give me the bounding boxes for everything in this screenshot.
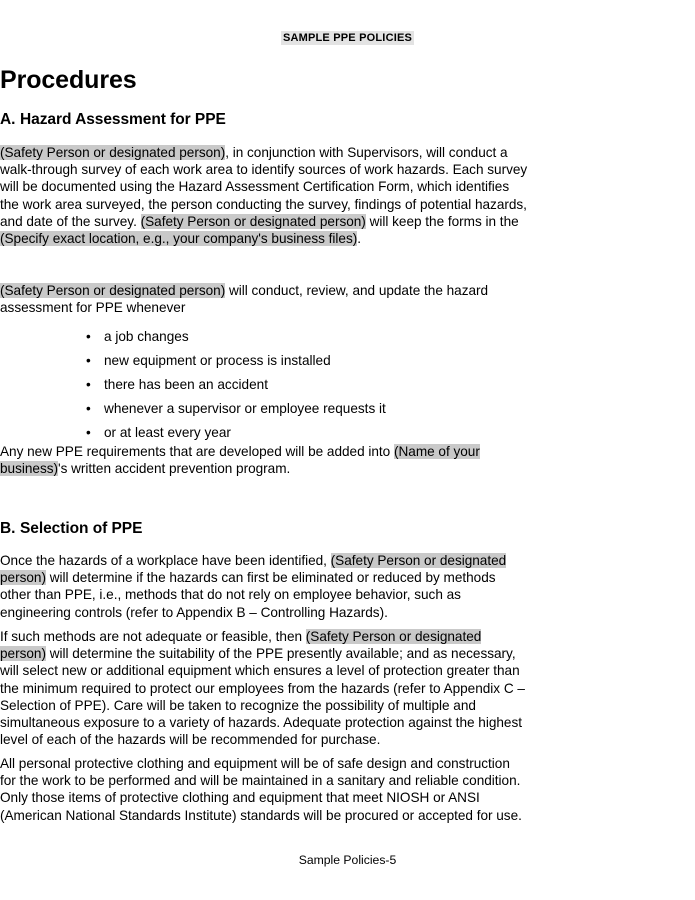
paragraph-b-2-text-1: If such methods are not adequate or feasible, then xyxy=(0,629,306,644)
list-item-label: whenever a supervisor or employee requests it xyxy=(104,401,386,416)
placeholder-safety-person: (Safety Person or designated person) xyxy=(0,629,482,662)
paragraph-b-3: All personal protective clothing and equipment will be of safe design and construction for the work to be performed and will be maintained in a sanitary and reliable condition. Only those items of protective clothing and equipment that meet NIOSH or ANSI (American National Standards Institute) standards will be procured or accepted for use. xyxy=(0,756,522,823)
placeholder-safety-person: (Safety Person or designated person) xyxy=(0,145,226,160)
placeholder-safety-person: (Safety Person or designated person) xyxy=(0,553,507,586)
running-header xyxy=(0,31,695,45)
bullet-icon: • xyxy=(86,425,91,440)
section-letter-a: A. xyxy=(0,111,16,128)
paragraph-a-3-text-3: 's written accident prevention program. xyxy=(58,461,291,477)
page-footer: Sample Policies-5 xyxy=(298,853,397,867)
placeholder-safety-person: (Safety Person or designated person) xyxy=(0,283,226,298)
paragraph-a-3 xyxy=(0,443,529,477)
bullet-icon: • xyxy=(86,401,91,416)
bullet-icon: • xyxy=(86,329,91,344)
list-item-label: a job changes xyxy=(104,329,189,344)
paragraph-a-2 xyxy=(0,282,529,316)
section-title-b: Selection of PPE xyxy=(20,520,143,537)
running-header-text: SAMPLE PPE POLICIES xyxy=(282,32,413,44)
paragraph-b-1 xyxy=(0,552,529,621)
list-item xyxy=(0,352,529,376)
paragraph-a-1-text-4: will keep the forms in the xyxy=(365,213,519,229)
list-item xyxy=(0,400,529,424)
paragraph-a-1 xyxy=(0,144,529,247)
paragraph-a-1-text-6: . xyxy=(357,231,362,247)
paragraph-a-2-text-2: will conduct, review, and update the hazard assessment for PPE whenever xyxy=(0,283,489,316)
bullet-icon: • xyxy=(86,353,91,368)
list-item xyxy=(0,376,529,400)
paragraph-a-1-text-2: , in conjunction with Supervisors, will conduct a walk-through survey of each work area to identify sources of work hazards. Each survey will be documented using the Hazard Assessment Certification Form, which identifies the work area surveyed, the person conducting the survey, findings of potential hazards, and date of the survey. xyxy=(0,145,528,229)
list-item-label: new equipment or process is installed xyxy=(104,353,331,368)
paragraph-b-2 xyxy=(0,628,529,748)
section-letter-b: B. xyxy=(0,520,16,537)
section-title-a: Hazard Assessment for PPE xyxy=(20,111,226,128)
placeholder-safety-person: (Safety Person or designated person) xyxy=(140,213,366,229)
section-heading-b xyxy=(0,519,142,539)
paragraph-b-1-text-3: will determine if the hazards can first be eliminated or reduced by methods other than PPE, i.e., methods that do not rely on employee behavior, such as engineering controls (refer to Appendix B – Controlling Hazards). xyxy=(0,570,496,620)
placeholder-business-name: (Name of your business) xyxy=(0,444,480,477)
bullet-icon: • xyxy=(86,377,91,392)
section-heading-a xyxy=(0,110,226,130)
paragraph-b-1-text-1: Once the hazards of a workplace have been identified, xyxy=(0,553,331,568)
list-item xyxy=(0,328,529,352)
list-item-label: there has been an accident xyxy=(104,377,269,392)
paragraph-b-2-text-3: will determine the suitability of the PPE presently available; and as necessary, will select new or additional equipment which ensures a level of protection greater than the minimum required to protect our employees from the hazards (refer to Appendix C – Selection of PPE). Care will be taken to recognize the possibility of multiple and simultaneous exposure to a variety of hazards. Adequate protection against the highest level of each of the hazards will be recommended for purchase. xyxy=(0,646,525,748)
page-title: Procedures xyxy=(0,66,137,94)
paragraph-a-3-text-1: Any new PPE requirements that are developed will be added into xyxy=(0,444,394,459)
placeholder-specify-location: (Specify exact location, e.g., your company's business files) xyxy=(0,231,358,247)
bullet-list-hazard-triggers xyxy=(0,328,529,448)
list-item-label: or at least every year xyxy=(104,425,231,440)
